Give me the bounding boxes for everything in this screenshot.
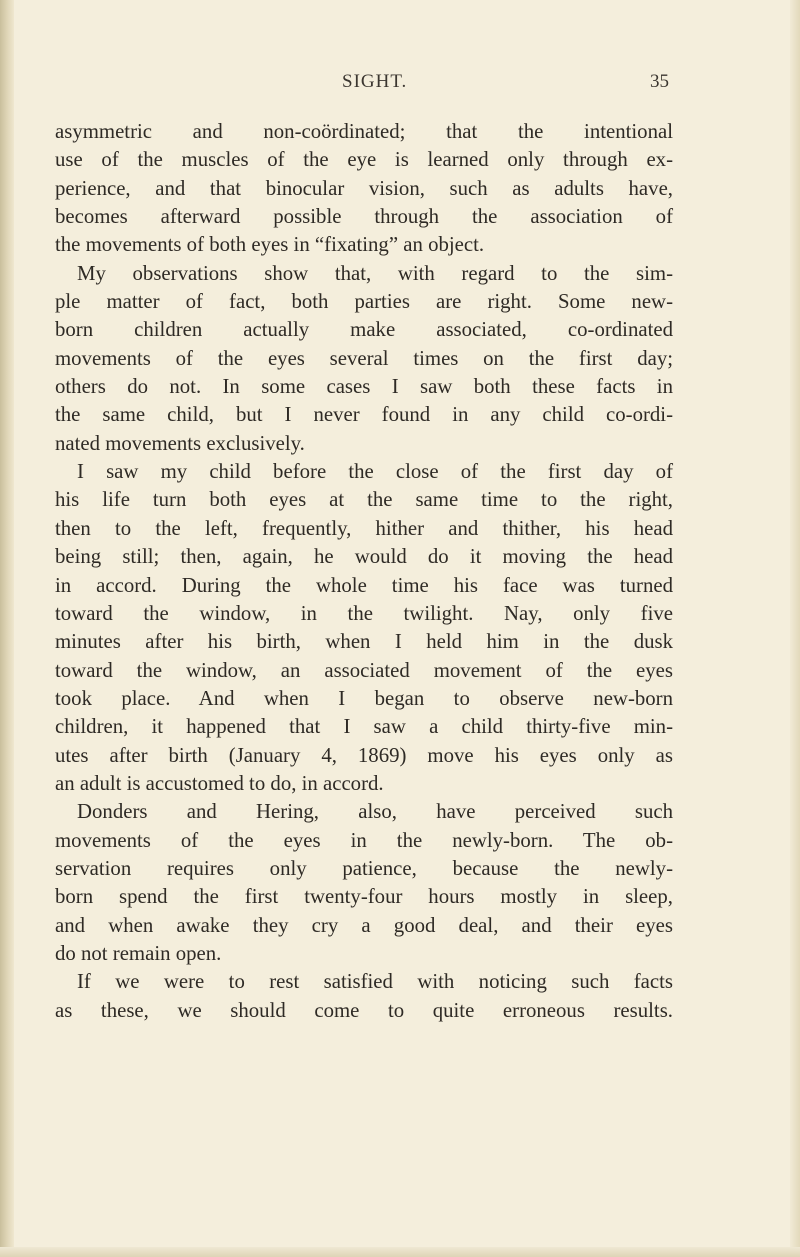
text-line: nated movements exclusively.	[55, 431, 305, 455]
text-line: servation requires only patience, because the newly-	[55, 856, 673, 880]
text-line: minutes after his birth, when I held him in the dusk	[55, 630, 673, 654]
page-gutter-shadow	[0, 0, 14, 1257]
text-line: toward the window, in the twilight. Nay, only five	[55, 601, 673, 625]
running-title: SIGHT.	[342, 71, 408, 92]
text-line: do not remain open.	[55, 941, 222, 965]
text-line: in accord. During the whole time his face was turned	[55, 573, 673, 597]
text-line: My observations show that, with regard to the sim-	[77, 261, 673, 285]
text-line: as these, we should come to quite erroneous results.	[55, 998, 673, 1022]
text-line: born spend the first twenty-four hours mostly in sleep,	[55, 885, 673, 909]
text-line: If we were to rest satisfied with noticing such facts	[77, 970, 673, 994]
text-line: the movements of both eyes in “fixating” an object.	[55, 233, 485, 257]
text-line: took place. And when I began to observe new-born	[55, 686, 673, 710]
text-line: an adult is accustomed to do, in accord.	[55, 771, 384, 795]
text-line: I saw my child before the close of the first day of	[77, 460, 673, 484]
text-line: asymmetric and non-coördinated; that the intentional	[55, 120, 673, 143]
text-line: toward the window, an associated movement of the eyes	[55, 658, 673, 682]
page-bottom-edge	[0, 1247, 800, 1257]
text-line: becomes afterward possible through the association of	[55, 205, 673, 229]
text-line: being still; then, again, he would do it moving the head	[55, 545, 673, 569]
text-line: use of the muscles of the eye is learned only through ex-	[55, 148, 673, 172]
running-head	[0, 71, 800, 99]
text-line: perience, and that binocular vision, such as adults have,	[55, 176, 673, 200]
text-line: children, it happened that I saw a child thirty-five min-	[55, 715, 673, 739]
text-line: his life turn both eyes at the same time to the right,	[55, 488, 673, 512]
text-line: utes after birth (January 4, 1869) move his eyes only as	[55, 743, 673, 767]
page-number: 35	[650, 71, 669, 92]
text-line: born children actually make associated, co-ordinated	[55, 318, 673, 342]
text-line: ple matter of fact, both parties are right. Some new-	[55, 290, 673, 314]
page-edge	[790, 0, 800, 1257]
text-line: movements of the eyes in the newly-born. The ob-	[55, 828, 673, 852]
text-line: Donders and Hering, also, have perceived such	[77, 800, 673, 824]
text-line: the same child, but I never found in any child co-ordi-	[55, 403, 673, 427]
text-line: movements of the eyes several times on the first day;	[55, 346, 673, 370]
body-text	[55, 118, 673, 1025]
text-line: and when awake they cry a good deal, and their eyes	[55, 913, 673, 937]
text-line: others do not. In some cases I saw both these facts in	[55, 375, 673, 399]
text-line: then to the left, frequently, hither and thither, his head	[55, 516, 673, 540]
